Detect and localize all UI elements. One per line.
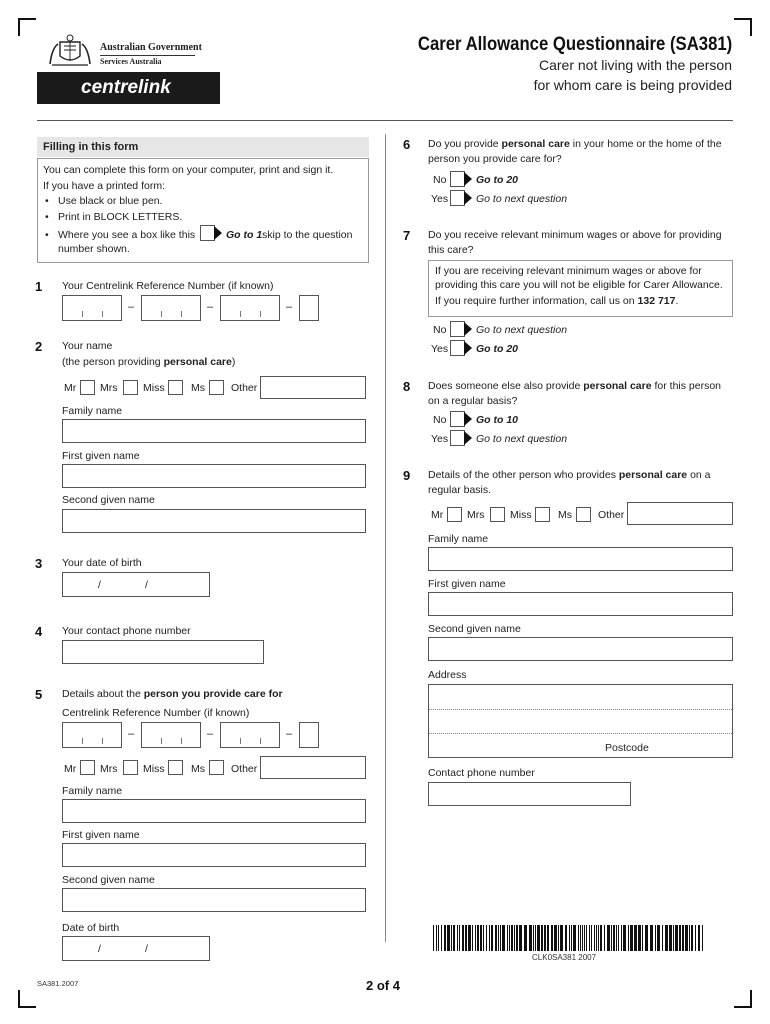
barcode-bar — [634, 925, 637, 951]
barcode-bar — [489, 925, 490, 951]
q9-title-other-input[interactable] — [627, 502, 733, 525]
crop-mark — [18, 1006, 36, 1008]
slash: / — [98, 943, 101, 955]
q6-no-goto: Go to 20 — [476, 174, 519, 186]
page-number: 2 of 4 — [366, 978, 400, 993]
barcode-bar — [511, 925, 513, 951]
filling-goto: Go to 1 — [226, 229, 263, 241]
q2-sublabel: (the person providing personal care) — [62, 356, 236, 368]
q1-ref-check-char[interactable] — [299, 295, 319, 321]
barcode-bar — [533, 925, 534, 951]
barcode-bar — [486, 925, 487, 951]
dash: – — [207, 301, 214, 313]
question-number: 2 — [35, 339, 43, 354]
q6-yes-checkbox-arrow-icon[interactable] — [450, 190, 472, 206]
first-name-label: First given name — [62, 450, 140, 462]
subtitle-line-2: for whom care is being provided — [533, 77, 732, 93]
filling-bullet-3a: Where you see a box like this — [58, 229, 196, 241]
goto-arrow-icon — [200, 225, 222, 241]
barcode-bar — [465, 925, 467, 951]
q5-family-name-input[interactable] — [62, 799, 366, 823]
q7-no-checkbox-arrow-icon[interactable] — [450, 321, 472, 337]
q7-yes-checkbox-arrow-icon[interactable] — [450, 340, 472, 356]
barcode-bar — [689, 925, 690, 951]
coat-of-arms-logo — [46, 34, 94, 68]
question-number: 4 — [35, 624, 43, 639]
second-name-label: Second given name — [62, 494, 155, 506]
q3-label: Your date of birth — [62, 557, 142, 569]
barcode-bar — [645, 925, 648, 951]
question-number: 3 — [35, 556, 43, 571]
title-mr-label: Mr — [64, 382, 77, 394]
gov-name: Australian Government — [100, 42, 202, 53]
q5-title-mr-checkbox[interactable] — [80, 760, 95, 775]
barcode-bar — [628, 925, 629, 951]
barcode-bar — [582, 925, 583, 951]
title-mr-label: Mr — [64, 763, 77, 775]
barcode-bar — [695, 925, 696, 951]
barcode-bar — [638, 925, 641, 951]
barcode-bar — [591, 925, 592, 951]
barcode-bar — [580, 925, 581, 951]
barcode-bar — [594, 925, 595, 951]
agency-name: Services Australia — [100, 57, 162, 66]
q5-title-other-input[interactable] — [260, 756, 366, 779]
barcode-bar — [621, 925, 622, 951]
barcode-bar — [584, 925, 585, 951]
filling-heading-bar — [37, 137, 369, 157]
q9-family-name-input[interactable] — [428, 547, 733, 571]
crop-mark — [734, 1006, 752, 1008]
brand-banner — [37, 72, 220, 104]
q2-title-mr-checkbox[interactable] — [80, 380, 95, 395]
barcode-bar — [509, 925, 510, 951]
crop-mark — [18, 18, 36, 20]
barcode-bar — [433, 925, 434, 951]
q8-yes-goto: Go to next question — [476, 433, 568, 445]
barcode-bar — [702, 925, 703, 951]
q7-no-goto: Go to next question — [476, 324, 568, 336]
q8-text-2: on a regular basis? — [428, 395, 518, 407]
dash: – — [286, 301, 293, 313]
barcode-bar — [554, 925, 557, 951]
barcode-bar — [679, 925, 681, 951]
q7-info-1: If you are receiving relevant minimum wages or above for — [435, 265, 702, 277]
q7-text-2: this care? — [428, 244, 474, 256]
q8-yes-checkbox-arrow-icon[interactable] — [450, 430, 472, 446]
yes-label: Yes — [431, 193, 449, 205]
title-other-label: Other — [231, 763, 258, 775]
barcode-bar — [569, 925, 570, 951]
q5-first-name-input[interactable] — [62, 843, 366, 867]
slash: / — [145, 943, 148, 955]
barcode-bar — [500, 925, 501, 951]
q4-phone-input[interactable] — [62, 640, 264, 664]
barcode-bar — [498, 925, 499, 951]
q6-yes-goto: Go to next question — [476, 193, 568, 205]
barcode-bar — [630, 925, 633, 951]
page-title: Carer Allowance Questionnaire (SA381) — [417, 34, 732, 55]
barcode-bar — [502, 925, 505, 951]
first-name-label: First given name — [428, 578, 506, 590]
barcode-bar — [462, 925, 464, 951]
barcode-bar — [441, 925, 442, 951]
form-reference: SA381.2007 — [37, 979, 79, 988]
barcode-bar — [483, 925, 484, 951]
barcode-bar — [669, 925, 672, 951]
q6-text-1: Do you provide personal care in your home or the home of the — [428, 138, 722, 150]
q6-text-2: person you provide care for? — [428, 153, 562, 165]
title-miss-label: Miss — [143, 763, 165, 775]
dash: – — [128, 728, 135, 740]
filling-bullet-3b: skip to the question — [262, 229, 353, 241]
barcode-bar — [491, 925, 493, 951]
yes-label: Yes — [431, 343, 449, 355]
q5-ref-part-2[interactable] — [141, 722, 201, 748]
title-miss-label: Miss — [143, 382, 165, 394]
barcode-bar — [544, 925, 546, 951]
bullet: • — [45, 195, 49, 207]
q2-first-name-input[interactable] — [62, 464, 366, 488]
q9-phone-input[interactable] — [428, 782, 631, 806]
q5-ref-part-3[interactable] — [220, 722, 280, 748]
barcode-image — [433, 925, 705, 951]
q9-title-mrs-checkbox[interactable] — [490, 507, 505, 522]
second-name-label: Second given name — [62, 874, 155, 886]
barcode-bar — [507, 925, 508, 951]
family-name-label: Family name — [62, 785, 123, 797]
q2-title-miss-checkbox[interactable] — [168, 380, 183, 395]
barcode-bar — [650, 925, 653, 951]
subtitle-line-1: Carer not living with the person — [539, 57, 732, 73]
title-ms-label: Ms — [191, 763, 205, 775]
filling-bullet-1: Use black or blue pen. — [58, 195, 163, 207]
barcode-bar — [519, 925, 522, 951]
barcode-bar — [573, 925, 576, 951]
title-mr-label: Mr — [431, 509, 444, 521]
barcode-bar — [662, 925, 663, 951]
address-line — [429, 733, 732, 734]
barcode-bar — [468, 925, 471, 951]
title-mrs-label: Mrs — [467, 509, 485, 521]
q5-ref-part-1[interactable] — [62, 722, 122, 748]
barcode-bar — [447, 925, 450, 951]
q3-dob-input[interactable] — [62, 572, 210, 597]
barcode-bar — [589, 925, 590, 951]
barcode-bar — [444, 925, 446, 951]
q4-label: Your contact phone number — [62, 625, 191, 637]
q2-title-other-input[interactable] — [260, 376, 366, 399]
question-number: 9 — [403, 468, 411, 483]
barcode-bar — [578, 925, 579, 951]
barcode-bar — [600, 925, 602, 951]
q9-phone-label: Contact phone number — [428, 767, 535, 779]
barcode-bar — [436, 925, 437, 951]
barcode-bar — [480, 925, 482, 951]
filling-heading: Filling in this form — [43, 141, 139, 153]
q2-title-mrs-checkbox[interactable] — [123, 380, 138, 395]
q9-second-name-input[interactable] — [428, 637, 733, 661]
barcode-bar — [613, 925, 615, 951]
no-label: No — [433, 414, 447, 426]
q1-ref-part-3[interactable] — [220, 295, 280, 321]
q9-title-ms-checkbox[interactable] — [576, 507, 591, 522]
slash: / — [98, 579, 101, 591]
second-name-label: Second given name — [428, 623, 521, 635]
q5-label: Details about the person you provide care for — [62, 688, 283, 700]
title-other-label: Other — [231, 382, 258, 394]
q5-second-name-input[interactable] — [62, 888, 366, 912]
q9-text-2: regular basis. — [428, 484, 492, 496]
header-rule — [37, 120, 733, 121]
barcode-bar — [516, 925, 518, 951]
title-ms-label: Ms — [558, 509, 572, 521]
q9-address-label: Address — [428, 669, 467, 681]
title-ms-label: Ms — [191, 382, 205, 394]
barcode-bar — [453, 925, 455, 951]
dash: – — [128, 301, 135, 313]
q7-text-1: Do you receive relevant minimum wages or above for providing — [428, 229, 722, 241]
barcode-bar — [673, 925, 674, 951]
q9-first-name-input[interactable] — [428, 592, 733, 616]
q1-ref-part-2[interactable] — [141, 295, 201, 321]
q5-ref-check-char[interactable] — [299, 722, 319, 748]
barcode-bar — [529, 925, 532, 951]
q6-no-checkbox-arrow-icon[interactable] — [450, 171, 472, 187]
question-number: 6 — [403, 137, 411, 152]
no-label: No — [433, 174, 447, 186]
q5-title-ms-checkbox[interactable] — [209, 760, 224, 775]
q1-ref-part-1[interactable] — [62, 295, 122, 321]
barcode-bar — [623, 925, 626, 951]
barcode-bar — [657, 925, 660, 951]
barcode-text: CLK0SA381 2007 — [532, 953, 597, 962]
barcode-bar — [565, 925, 567, 951]
barcode-bar — [665, 925, 668, 951]
q7-info-3: If you require further information, call us on 132 717. — [435, 295, 679, 307]
barcode-bar — [438, 925, 439, 951]
q2-label: Your name — [62, 340, 113, 352]
q5-title-mrs-checkbox[interactable] — [123, 760, 138, 775]
family-name-label: Family name — [428, 533, 489, 545]
question-number: 1 — [35, 279, 43, 294]
barcode-bar — [682, 925, 684, 951]
q9-title-miss-checkbox[interactable] — [535, 507, 550, 522]
filling-bullet-3c: number shown. — [58, 243, 130, 255]
barcode-bar — [535, 925, 536, 951]
q9-postcode-label: Postcode — [605, 742, 649, 754]
q2-family-name-input[interactable] — [62, 419, 366, 443]
barcode-bar — [537, 925, 540, 951]
question-number: 8 — [403, 379, 411, 394]
dash: – — [286, 728, 293, 740]
crop-mark — [18, 18, 20, 36]
q1-label: Your Centrelink Reference Number (if known) — [62, 280, 274, 292]
barcode-bar — [685, 925, 688, 951]
q7-info-2: providing this care you will not be eligible for Carer Allowance. — [435, 279, 723, 291]
yes-label: Yes — [431, 433, 449, 445]
q9-address-input[interactable] — [428, 684, 733, 758]
q9-text-1: Details of the other person who provides personal care on a — [428, 469, 711, 481]
barcode-bar — [477, 925, 479, 951]
barcode-bar — [618, 925, 619, 951]
title-miss-label: Miss — [510, 509, 532, 521]
gov-divider — [100, 55, 195, 56]
column-divider — [385, 134, 386, 942]
barcode-bar — [560, 925, 563, 951]
question-number: 5 — [35, 687, 43, 702]
q9-title-mr-checkbox[interactable] — [447, 507, 462, 522]
q5-title-miss-checkbox[interactable] — [168, 760, 183, 775]
q8-no-goto: Go to 10 — [476, 414, 519, 426]
barcode-bar — [691, 925, 693, 951]
filling-line-2: If you have a printed form: — [43, 180, 165, 192]
bullet: • — [45, 229, 49, 241]
barcode-bar — [598, 925, 599, 951]
q8-no-checkbox-arrow-icon[interactable] — [450, 411, 472, 427]
barcode-bar — [642, 925, 643, 951]
dash: – — [207, 728, 214, 740]
q5-dob-input[interactable] — [62, 936, 210, 961]
barcode-bar — [571, 925, 572, 951]
first-name-label: First given name — [62, 829, 140, 841]
barcode-bar — [495, 925, 497, 951]
barcode-bar — [655, 925, 656, 951]
slash: / — [145, 579, 148, 591]
filling-bullet-2: Print in BLOCK LETTERS. — [58, 211, 183, 223]
family-name-label: Family name — [62, 405, 123, 417]
no-label: No — [433, 324, 447, 336]
address-line — [429, 709, 732, 710]
barcode-bar — [586, 925, 587, 951]
barcode-bar — [475, 925, 476, 951]
barcode-bar — [547, 925, 549, 951]
q5-dob-label: Date of birth — [62, 922, 120, 934]
barcode-bar — [459, 925, 460, 951]
barcode-bar — [596, 925, 597, 951]
crop-mark — [750, 18, 752, 36]
barcode-bar — [611, 925, 612, 951]
q8-text-1: Does someone else also provide personal care for this person — [428, 380, 722, 392]
q5-ref-label: Centrelink Reference Number (if known) — [62, 707, 250, 719]
title-mrs-label: Mrs — [100, 763, 118, 775]
title-mrs-label: Mrs — [100, 382, 118, 394]
barcode-bar — [451, 925, 452, 951]
brand-name: centrelink — [81, 77, 171, 98]
barcode-bar — [457, 925, 458, 951]
barcode-bar — [472, 925, 473, 951]
barcode-bar — [558, 925, 559, 951]
q7-yes-goto: Go to 20 — [476, 343, 519, 355]
barcode-bar — [604, 925, 605, 951]
q2-second-name-input[interactable] — [62, 509, 366, 533]
bullet: • — [45, 211, 49, 223]
barcode-bar — [551, 925, 553, 951]
barcode-bar — [607, 925, 610, 951]
barcode-bar — [514, 925, 515, 951]
barcode-bar — [675, 925, 678, 951]
question-number: 7 — [403, 228, 411, 243]
barcode-bar — [616, 925, 617, 951]
filling-line-1: You can complete this form on your computer, print and sign it. — [43, 164, 334, 176]
q2-title-ms-checkbox[interactable] — [209, 380, 224, 395]
barcode-bar — [541, 925, 543, 951]
title-other-label: Other — [598, 509, 625, 521]
barcode-bar — [524, 925, 527, 951]
barcode-bar — [698, 925, 700, 951]
